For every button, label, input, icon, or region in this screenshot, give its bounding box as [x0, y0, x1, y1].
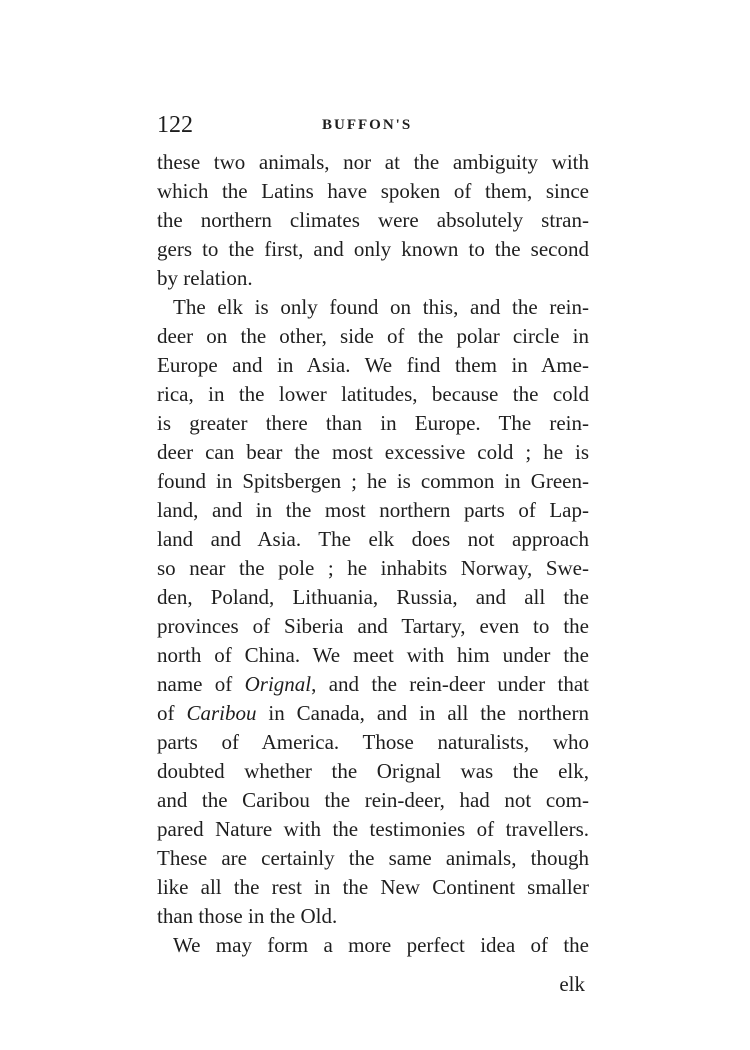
page-number: 122 [157, 112, 193, 138]
text-line: found in Spitsbergen ; he is common in Green- [157, 469, 589, 493]
line-text: in Canada, and in all the northern [256, 701, 589, 725]
text-line: provinces of Siberia and Tartary, even to the [157, 614, 589, 638]
running-head: BUFFON'S [322, 117, 413, 133]
text-line: like all the rest in the New Continent smaller [157, 875, 589, 899]
text-line: We may form a more perfect idea of the [173, 933, 589, 957]
line-text: , and the rein-deer under that [311, 672, 589, 696]
text-line: deer can bear the most excessive cold ; he is [157, 440, 589, 464]
text-line [157, 670, 589, 699]
text-line: than those in the Old. [157, 904, 338, 928]
italic-term-caribou: Caribou [186, 701, 257, 725]
text-line: parts of America. Those naturalists, who [157, 730, 589, 754]
text-line: rica, in the lower latitudes, because the cold [157, 382, 589, 406]
text-line: pared Nature with the testimonies of travellers. [157, 817, 589, 841]
text-line: deer on the other, side of the polar circle in [157, 324, 589, 348]
text-line: The elk is only found on this, and the rein- [173, 295, 589, 319]
text-line: is greater there than in Europe. The rein- [157, 411, 589, 435]
text-line: by relation. [157, 266, 253, 290]
text-line: these two animals, nor at the ambiguity with [157, 150, 589, 174]
text-line: These are certainly the same animals, though [157, 846, 589, 870]
text-line: so near the pole ; he inhabits Norway, Swe- [157, 556, 589, 580]
text-line: land and Asia. The elk does not approach [157, 527, 589, 551]
text-line: gers to the first, and only known to the second [157, 237, 589, 261]
text-line: land, and in the most northern parts of Lap- [157, 498, 589, 522]
italic-term-orignal: Orignal [244, 672, 312, 696]
text-line: the northern climates were absolutely stran- [157, 208, 589, 232]
text-line: Europe and in Asia. We find them in Ame- [157, 353, 589, 377]
line-text: of [157, 701, 187, 725]
body-text [157, 148, 589, 960]
catchword: elk [559, 972, 585, 996]
line-text: name of [157, 672, 245, 696]
text-line: den, Poland, Lithuania, Russia, and all the [157, 585, 589, 609]
text-line [157, 699, 589, 728]
text-line: and the Caribou the rein-deer, had not com- [157, 788, 589, 812]
text-line: north of China. We meet with him under the [157, 643, 589, 667]
text-line: doubted whether the Orignal was the elk, [157, 759, 589, 783]
text-line: which the Latins have spoken of them, since [157, 179, 589, 203]
